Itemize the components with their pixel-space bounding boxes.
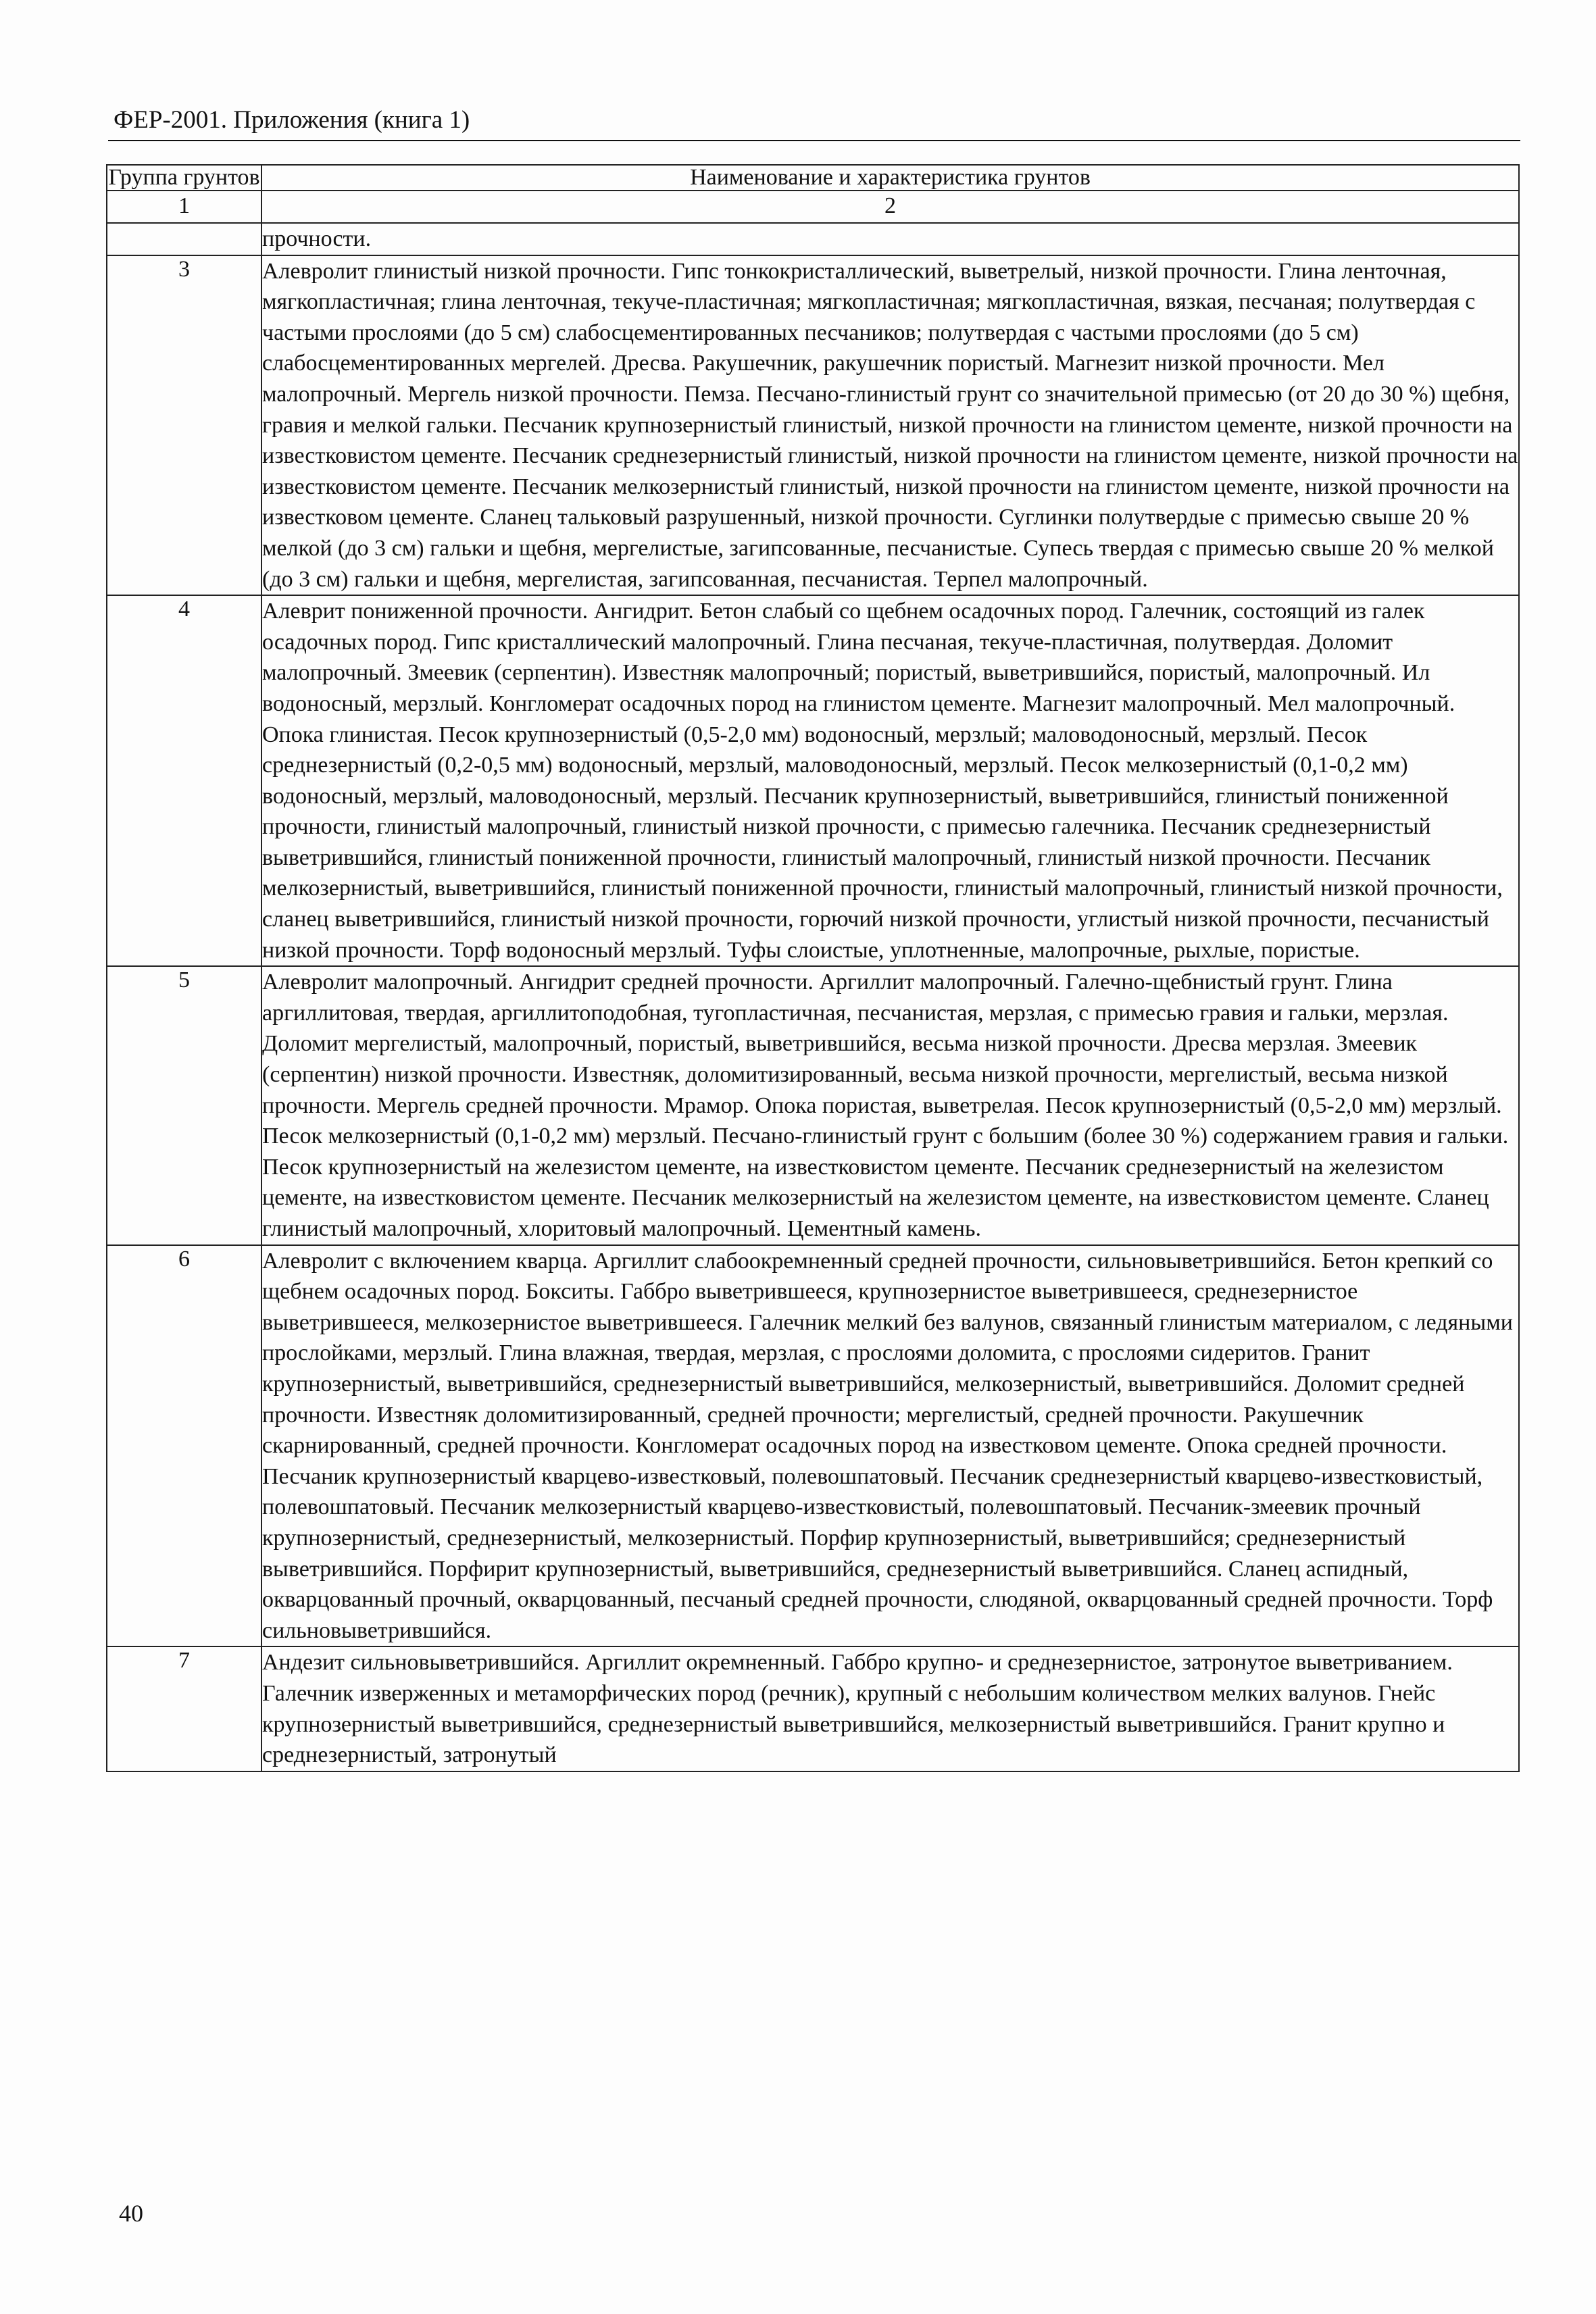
soil-groups-table [106, 164, 1520, 1772]
group-number: 3 [107, 255, 261, 596]
table-row [107, 1245, 1519, 1647]
col-number-1: 1 [107, 191, 261, 223]
continuation-text: прочности. [261, 223, 1519, 255]
group-cell [107, 223, 261, 255]
col-header-group: Группа грунтов [107, 165, 261, 191]
col-header-description: Наименование и характеристика грунтов [261, 165, 1519, 191]
group-description: Андезит сильновыветрившийся. Аргиллит окремненный. Габбро крупно- и среднезернистое, затронутое выветриванием. Галечник изверженных и метаморфических пород (речник), крупный с небольшим количеством мелких валунов. Гнейс крупнозернистый выветрившийся, среднезернистый выветрившийся, мелкозернистый выветрившийся. Гранит крупно и среднезернистый, затронутый [261, 1646, 1519, 1771]
group-number: 7 [107, 1646, 261, 1771]
group-description: Алеврит пониженной прочности. Ангидрит. Бетон слабый со щебнем осадочных пород. Галечник, состоящий из галек осадочных пород. Гипс кристаллический малопрочный. Глина песчаная, текуче-пластичная, полутвердая. Доломит малопрочный. Змеевик (серпентин). Известняк малопрочный; пористый, выветрившийся, пористый, малопрочный. Ил водоносный, мерзлый. Конгломерат осадочных пород на глинистом цементе. Магнезит малопрочный. Мел малопрочный. Опока глинистая. Песок крупнозернистый (0,5-2,0 мм) водоносный, мерзлый; маловодоносный, мерзлый. Песок среднезернистый (0,2-0,5 мм) водоносный, мерзлый, маловодоносный, мерзлый. Песок мелкозернистый (0,1-0,2 мм) водоносный, мерзлый, маловодоносный, мерзлый. Песчаник крупнозернистый, выветрившийся, глинистый пониженной прочности, глинистый малопрочный, глинистый низкой прочности, с примесью галечника. Песчаник среднезернистый выветрившийся, глинистый пониженной прочности, глинистый малопрочный, глинистый низкой прочности. Песчаник мелкозернистый, выветрившийся, глинистый пониженной прочности, глинистый малопрочный, глинистый низкой прочности, сланец выветрившийся, глинистый низкой прочности, горючий низкой прочности, углистый низкой прочности, песчанистый низкой прочности. Торф водоносный мерзлый. Туфы слоистые, уплотненные, малопрочные, рыхлые, пористые. [261, 595, 1519, 966]
table-row [107, 966, 1519, 1244]
group-description: Алевролит с включением кварца. Аргиллит слабоокремненный средней прочности, сильновыветрившийся. Бетон крепкий со щебнем осадочных пород. Бокситы. Габбро выветрившееся, крупнозернистое выветрившееся, среднезернистое выветрившееся, мелкозернистое выветрившееся. Галечник мелкий без валунов, связанный глинистым материалом, с ледяными прослойками, мерзлый. Глина влажная, твердая, мерзлая, с прослоями доломита, с прослоями сидеритов. Гранит крупнозернистый, выветрившийся, среднезернистый выветрившийся, мелкозернистый, выветрившийся. Доломит средней прочности. Известняк доломитизированный, средней прочности; мергелистый, средней прочности. Ракушечник скарнированный, средней прочности. Конгломерат осадочных пород на известковом цементе. Опока средней прочности. Песчаник крупнозернистый кварцево-известковый, полевошпатовый. Песчаник среднезернистый кварцево-известковистый, полевошпатовый. Песчаник мелкозернистый кварцево-известковистый, полевошпатовый. Песчаник-змеевик прочный крупнозернистый, среднезернистый, мелкозернистый. Порфир крупнозернистый, выветрившийся; среднезернистый выветрившийся. Порфирит крупнозернистый, выветрившийся, среднезернистый выветрившийся. Сланец аспидный, окварцованный прочный, окварцованный, песчаный средней прочности, слюдяной, окварцованный средней прочности. Торф сильновыветрившийся. [261, 1245, 1519, 1647]
group-number: 4 [107, 595, 261, 966]
page-header-title: ФЕР-2001. Приложения (книга 1) [114, 106, 470, 134]
group-description: Алевролит глинистый низкой прочности. Гипс тонкокристаллический, выветрелый, низкой прочности. Глина ленточная, мягкопластичная; глина ленточная, текуче-пластичная; мягкопластичная; мягкопластичная, вязкая, песчаная; полутвердая с частыми прослоями (до 5 см) слабосцементированных песчаников; полутвердая с частыми прослоями (до 5 см) слабосцементированных мергелей. Дресва. Ракушечник, ракушечник пористый. Магнезит низкой прочности. Мел малопрочный. Мергель низкой прочности. Пемза. Песчано-глинистый грунт со значительной примесью (от 20 до 30 %) щебня, гравия и мелкой гальки. Песчаник крупнозернистый глинистый, низкой прочности на глинистом цементе, низкой прочности на известковистом цементе. Песчаник среднезернистый глинистый, низкой прочности на глинистом цементе, низкой прочности на известковистом цементе. Песчаник мелкозернистый глинистый, низкой прочности на глинистом цементе, низкой прочности на известковом цементе. Сланец тальковый разрушенный, низкой прочности. Суглинки полутвердые с примесью свыше 20 % мелкой (до 3 см) гальки и щебня, мергелистые, загипсованные, песчанистые. Супесь твердая с примесью свыше 20 % мелкой (до 3 см) гальки и щебня, мергелистая, загипсованная, песчанистая. Терпел малопрочный. [261, 255, 1519, 596]
group-number: 6 [107, 1245, 261, 1647]
group-description: Алевролит малопрочный. Ангидрит средней прочности. Аргиллит малопрочный. Галечно-щебнистый грунт. Глина аргиллитовая, твердая, аргиллитоподобная, тугопластичная, песчанистая, мерзлая, с примесью гравия и гальки, мерзлая. Доломит мергелистый, малопрочный, пористый, выветрившийся, весьма низкой прочности. Дресва мерзлая. Змеевик (серпентин) низкой прочности. Известняк, доломитизированный, весьма низкой прочности, мергелистый, весьма низкой прочности. Мергель средней прочности. Мрамор. Опока пористая, выветрелая. Песок крупнозернистый (0,5-2,0 мм) мерзлый. Песок мелкозернистый (0,1-0,2 мм) мерзлый. Песчано-глинистый грунт с большим (более 30 %) содержанием гравия и гальки. Песок крупнозернистый на железистом цементе, на известковистом цементе. Песчаник среднезернистый на железистом цементе, на известковистом цементе. Песчаник мелкозернистый на железистом цементе, на известковистом цементе. Сланец глинистый малопрочный, хлоритовый малопрочный. Цементный камень. [261, 966, 1519, 1244]
table-header-row [107, 165, 1519, 191]
column-number-row [107, 191, 1519, 223]
table-row [107, 1646, 1519, 1771]
col-number-2: 2 [261, 191, 1519, 223]
page-number: 40 [119, 2200, 143, 2227]
table-row [107, 595, 1519, 966]
group-number: 5 [107, 966, 261, 1244]
header-rule [108, 140, 1520, 141]
table-row [107, 255, 1519, 596]
table-row [107, 223, 1519, 255]
